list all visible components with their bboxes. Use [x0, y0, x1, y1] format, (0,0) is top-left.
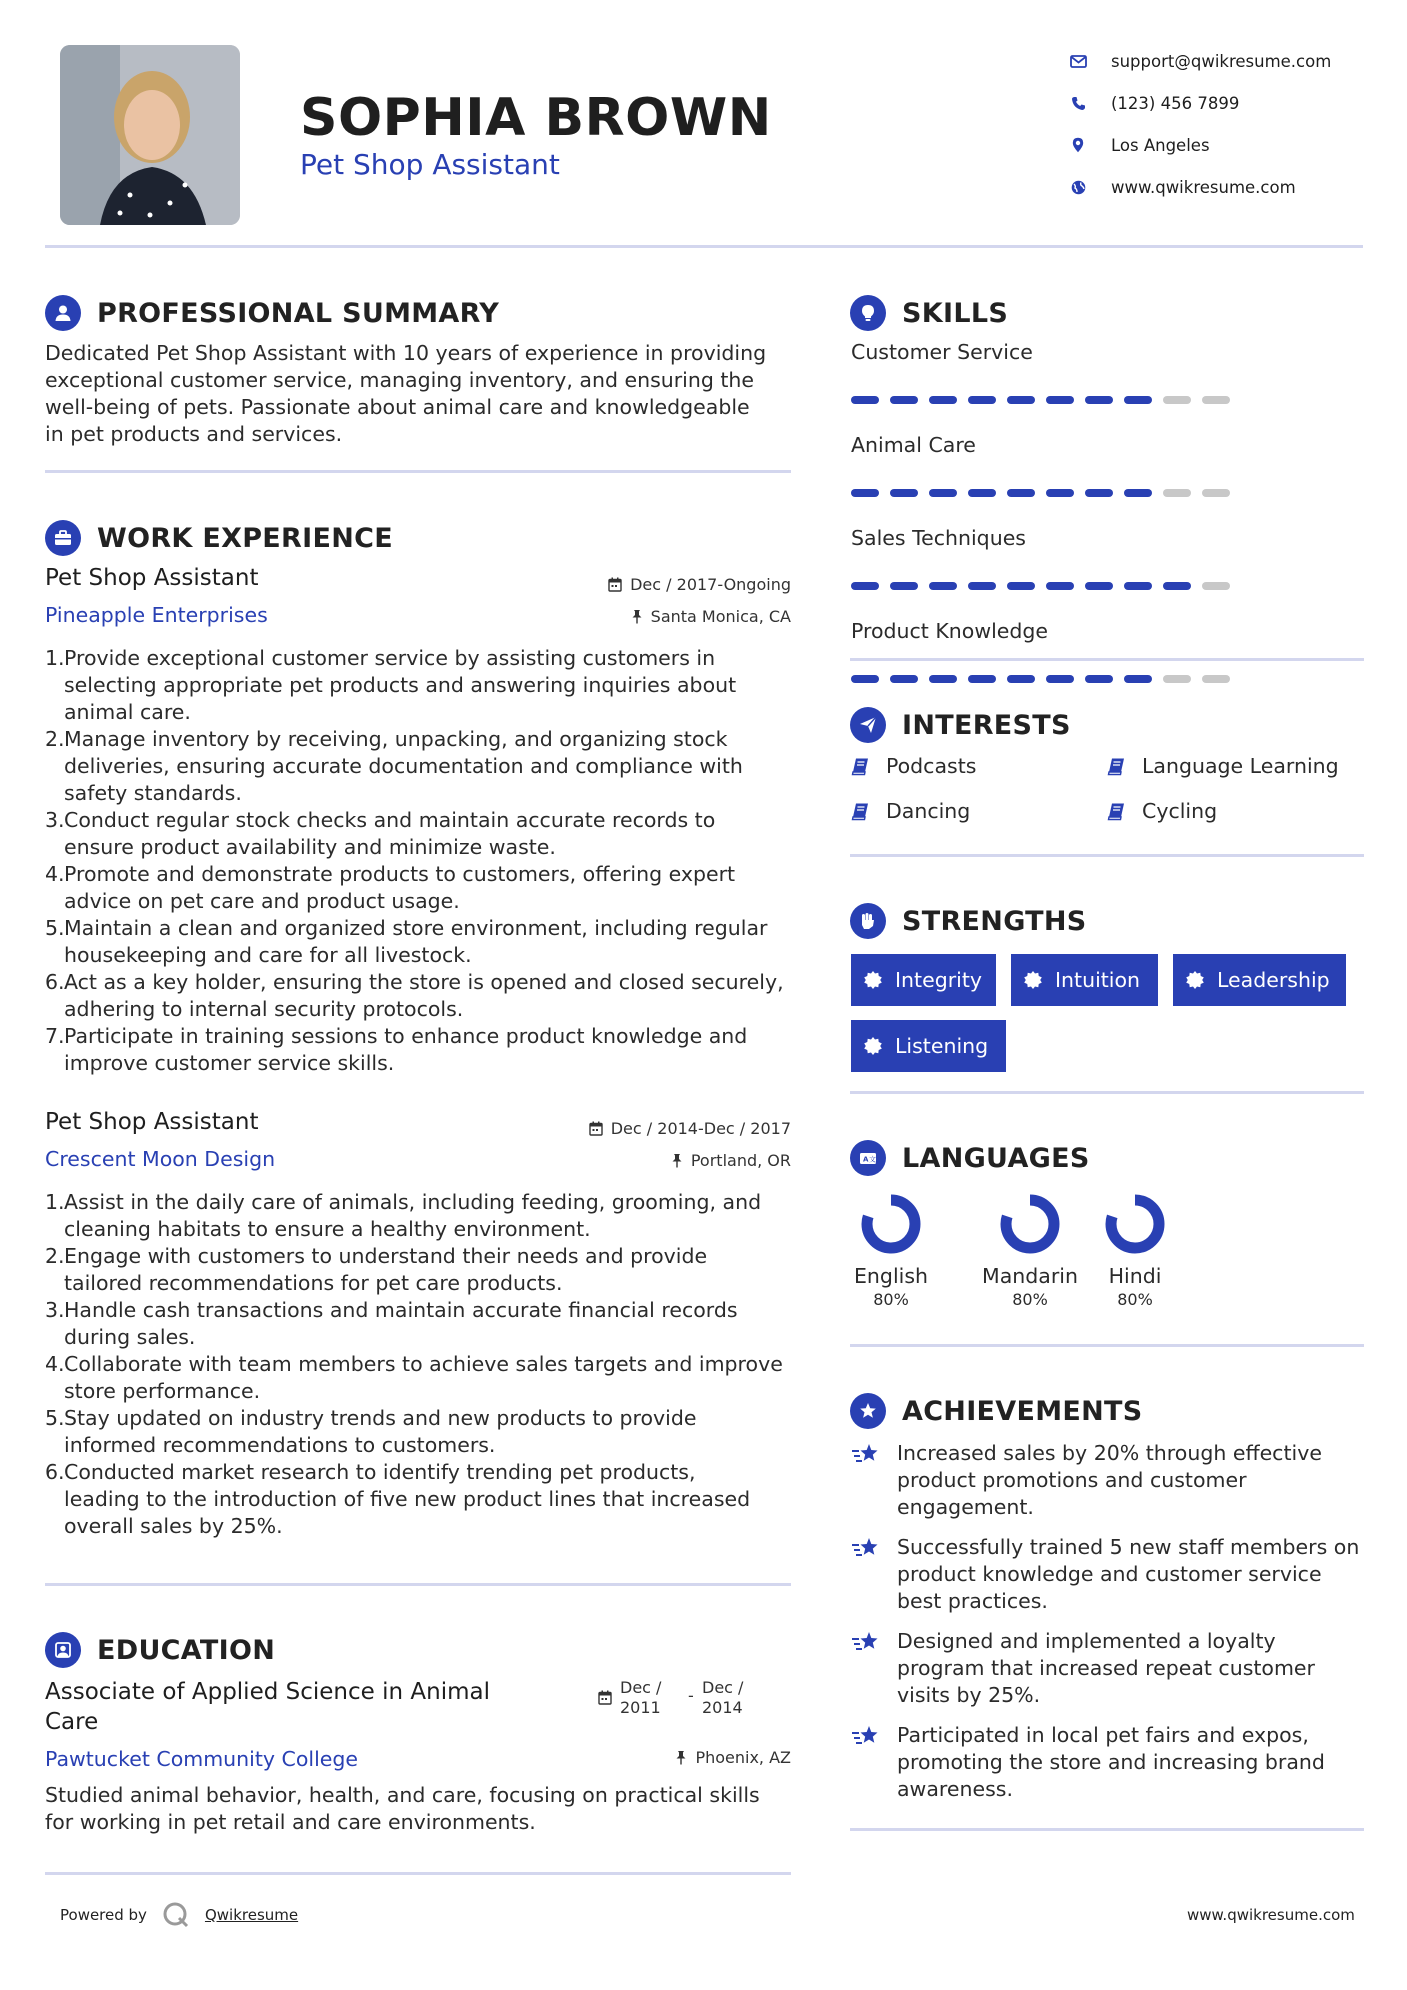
paper-plane-icon [850, 707, 886, 743]
list-item: 5. Maintain a clean and organized store environment, including regular housekeeping and care for all livestock. [45, 916, 768, 967]
badge-icon [863, 1036, 883, 1056]
skill-level-segment [1085, 582, 1113, 590]
skill-level-segment [1124, 489, 1152, 497]
lightbulb-icon [850, 295, 886, 331]
language-item: Hindi 80% [1103, 1192, 1167, 1309]
skills-header: SKILLS [850, 293, 1008, 333]
list-item: 3. Conduct regular stock checks and maintain accurate records to ensure product availability and minimize waste. [45, 808, 716, 859]
skill-item: Animal Care [851, 433, 1231, 497]
skill-level-segment [1007, 582, 1035, 590]
list-item: 6. Act as a key holder, ensuring the store is opened and closed securely, adhering to internal security protocols. [45, 970, 784, 1021]
job-title: Pet Shop Assistant [45, 565, 259, 591]
language-progress-ring [998, 1192, 1062, 1256]
skill-level-segment [1085, 489, 1113, 497]
degree-title: Associate of Applied Science in Animal Care [45, 1679, 490, 1735]
star-badge-icon [850, 1393, 886, 1429]
language-progress-ring [859, 1192, 923, 1256]
achievements-divider [850, 1828, 1364, 1831]
list-item: 4. Promote and demonstrate products to customers, offering expert advice on pet care and product usage. [45, 862, 736, 913]
skill-item: Sales Techniques [851, 526, 1231, 590]
skill-level-segment [851, 489, 879, 497]
list-item: 3. Handle cash transactions and maintain accurate financial records during sales. [45, 1298, 738, 1349]
interest-item: Language Learning [1107, 752, 1339, 780]
user-icon [45, 295, 81, 331]
language-progress-ring [1103, 1192, 1167, 1256]
job-duties [45, 1189, 805, 1540]
job-location: Santa Monica, CA [500, 607, 791, 626]
interests-divider [850, 854, 1364, 857]
skill-level-segment [890, 489, 918, 497]
strength-chip: Listening [851, 1020, 1006, 1072]
skills-list [851, 340, 1231, 683]
calendar-icon [608, 577, 622, 592]
skill-level-segment [968, 489, 996, 497]
strengths-header: STRENGTHS [850, 901, 1087, 941]
skill-level-segment [1163, 489, 1191, 497]
skill-level-bar [851, 396, 1231, 404]
skill-level-segment [929, 489, 957, 497]
skill-level-segment [851, 675, 879, 683]
list-item: 2. Engage with customers to understand their needs and provide tailored recommendations for pet care products. [45, 1244, 708, 1295]
badge-icon [1185, 970, 1205, 990]
education-description: Studied animal behavior, health, and care, focusing on practical skills for working in pet retail and care environments. [45, 1783, 760, 1834]
contact-email[interactable]: support@qwikresume.com [1065, 40, 1331, 82]
job-company: Crescent Moon Design [45, 1147, 276, 1171]
contact-phone[interactable]: (123) 456 7899 [1065, 82, 1331, 124]
interest-item: Cycling [1107, 797, 1217, 825]
list-item: 4. Collaborate with team members to achieve sales targets and improve store performance. [45, 1352, 783, 1403]
skill-level-segment [890, 582, 918, 590]
job-company: Pineapple Enterprises [45, 603, 268, 627]
experience-header: WORK EXPERIENCE [45, 518, 393, 558]
pushpin-icon [631, 609, 643, 624]
location-pin-icon [1065, 135, 1091, 155]
skill-level-segment [1046, 396, 1074, 404]
list-item: 1. Provide exceptional customer service by assisting customers in selecting appropriate pet products and answering inquiries about animal care. [45, 646, 737, 724]
skill-level-bar [851, 582, 1231, 590]
achievement-item: Participated in local pet fairs and expos, promoting the store and increasing brand awareness. [851, 1722, 1371, 1803]
list-item: 5. Stay updated on industry trends and new products to provide informed recommendations to customers. [45, 1406, 697, 1457]
job-date: Dec / 2014-Dec / 2017 [500, 1119, 791, 1138]
school-name: Pawtucket Community College [45, 1747, 359, 1771]
skill-level-segment [1124, 675, 1152, 683]
summary-text: Dedicated Pet Shop Assistant with 10 years of experience in providing exceptional customer service, managing inventory, and ensuring the well-being of pets. Passionate about animal care and knowledgeable in pet products and services. [45, 341, 767, 446]
skill-item: Customer Service [851, 340, 1231, 404]
skill-level-segment [929, 675, 957, 683]
skill-level-segment [1202, 489, 1230, 497]
header-divider [45, 245, 1363, 248]
calendar-icon [598, 1690, 612, 1705]
strength-chip: Integrity [851, 954, 996, 1006]
job-duties [45, 645, 805, 1077]
skill-level-segment [968, 396, 996, 404]
skill-level-segment [968, 582, 996, 590]
skill-level-segment [890, 675, 918, 683]
strengths-divider [850, 1091, 1364, 1094]
skill-level-bar [851, 489, 1231, 497]
footer-powered-by: Powered by Qwikresume [60, 1900, 298, 1930]
skill-level-segment [1085, 675, 1113, 683]
job-date: Dec / 2017-Ongoing [500, 575, 791, 594]
pushpin-icon [671, 1153, 683, 1168]
interests-header: INTERESTS [850, 705, 1071, 745]
skill-item: Product Knowledge [851, 619, 1231, 683]
list-item: 7. Participate in training sessions to enhance product knowledge and improve customer service skills. [45, 1024, 748, 1075]
shooting-star-icon [851, 1724, 881, 1750]
skill-level-segment [1046, 675, 1074, 683]
svg-text:A: A [863, 1155, 869, 1164]
list-item: 2. Manage inventory by receiving, unpacking, and organizing stock deliveries, ensuring accurate documentation and compliance with safety standards. [45, 727, 743, 805]
skill-level-segment [851, 396, 879, 404]
languages-divider [850, 1344, 1364, 1347]
briefcase-icon [45, 520, 81, 556]
languages-header: A 文 LANGUAGES [850, 1138, 1090, 1178]
profile-photo [60, 45, 240, 225]
skill-level-segment [1202, 396, 1230, 404]
interest-item: Podcasts [851, 752, 976, 780]
skill-level-segment [1163, 675, 1191, 683]
skill-level-segment [1007, 489, 1035, 497]
qwikresume-link[interactable]: Qwikresume [204, 1906, 299, 1924]
language-item: Mandarin 80% [978, 1192, 1082, 1309]
achievements-header: ACHIEVEMENTS [850, 1391, 1143, 1431]
calendar-icon [589, 1121, 603, 1136]
skill-level-segment [1046, 489, 1074, 497]
book-icon [1107, 802, 1126, 821]
raised-fist-icon [850, 903, 886, 939]
strength-chip: Leadership [1173, 954, 1346, 1006]
skill-level-segment [1124, 396, 1152, 404]
achievement-item: Increased sales by 20% through effective product promotions and customer engagement. [851, 1440, 1371, 1521]
book-icon [1107, 757, 1126, 776]
badge-icon [1023, 970, 1043, 990]
skill-level-segment [1202, 675, 1230, 683]
qwikresume-logo-icon [161, 1900, 191, 1930]
skill-level-segment [1007, 675, 1035, 683]
skill-level-segment [851, 582, 879, 590]
contact-list [1065, 40, 1331, 208]
pushpin-icon [675, 1750, 687, 1765]
skill-level-segment [929, 396, 957, 404]
candidate-title: Pet Shop Assistant [300, 148, 560, 181]
skill-level-bar [851, 675, 1231, 683]
skill-level-segment [1046, 582, 1074, 590]
interest-item: Dancing [851, 797, 970, 825]
svg-text:文: 文 [869, 1155, 876, 1164]
summary-divider [45, 470, 791, 473]
candidate-name: SOPHIA BROWN [300, 88, 772, 148]
achievement-item: Designed and implemented a loyalty program that increased repeat customer visits by 25%. [851, 1628, 1371, 1709]
graduate-icon [45, 1632, 81, 1668]
strength-chip: Intuition [1011, 954, 1158, 1006]
phone-icon [1065, 93, 1091, 113]
footer-url[interactable]: www.qwikresume.com [1187, 1906, 1355, 1924]
education-location: Phoenix, AZ [500, 1748, 791, 1767]
skill-level-segment [1163, 582, 1191, 590]
skill-level-segment [929, 582, 957, 590]
shooting-star-icon [851, 1630, 881, 1656]
summary-header: PROFESSIONAL SUMMARY [45, 293, 499, 333]
badge-icon [863, 970, 883, 990]
skill-level-segment [1124, 582, 1152, 590]
shooting-star-icon [851, 1442, 881, 1468]
translate-icon [850, 1140, 886, 1176]
education-header: EDUCATION [45, 1630, 275, 1670]
skill-level-segment [1163, 396, 1191, 404]
list-item: 1. Assist in the daily care of animals, including feeding, grooming, and cleaning habitats to ensure a healthy environment. [45, 1190, 762, 1241]
achievement-item: Successfully trained 5 new staff members on product knowledge and customer service best practices. [851, 1534, 1371, 1615]
book-icon [851, 757, 870, 776]
skill-level-segment [1202, 582, 1230, 590]
education-dates: Dec / 2011 - Dec / 2014 [598, 1678, 743, 1718]
job-title: Pet Shop Assistant [45, 1109, 259, 1135]
skill-level-segment [890, 396, 918, 404]
envelope-icon [1065, 51, 1091, 71]
globe-icon [1065, 177, 1091, 197]
skills-divider [850, 658, 1364, 661]
book-icon [851, 802, 870, 821]
job-location: Portland, OR [500, 1151, 791, 1170]
experience-divider [45, 1583, 791, 1586]
skill-level-segment [1085, 396, 1113, 404]
skill-level-segment [968, 675, 996, 683]
list-item: 6. Conducted market research to identify trending pet products, leading to the introduction of five new product lines that increased overall sales by 25%. [45, 1460, 751, 1538]
contact-website[interactable]: www.qwikresume.com [1065, 166, 1331, 208]
education-divider [45, 1872, 791, 1875]
skill-level-segment [1007, 396, 1035, 404]
contact-location: Los Angeles [1065, 124, 1331, 166]
language-item: English 80% [851, 1192, 931, 1309]
shooting-star-icon [851, 1536, 881, 1562]
